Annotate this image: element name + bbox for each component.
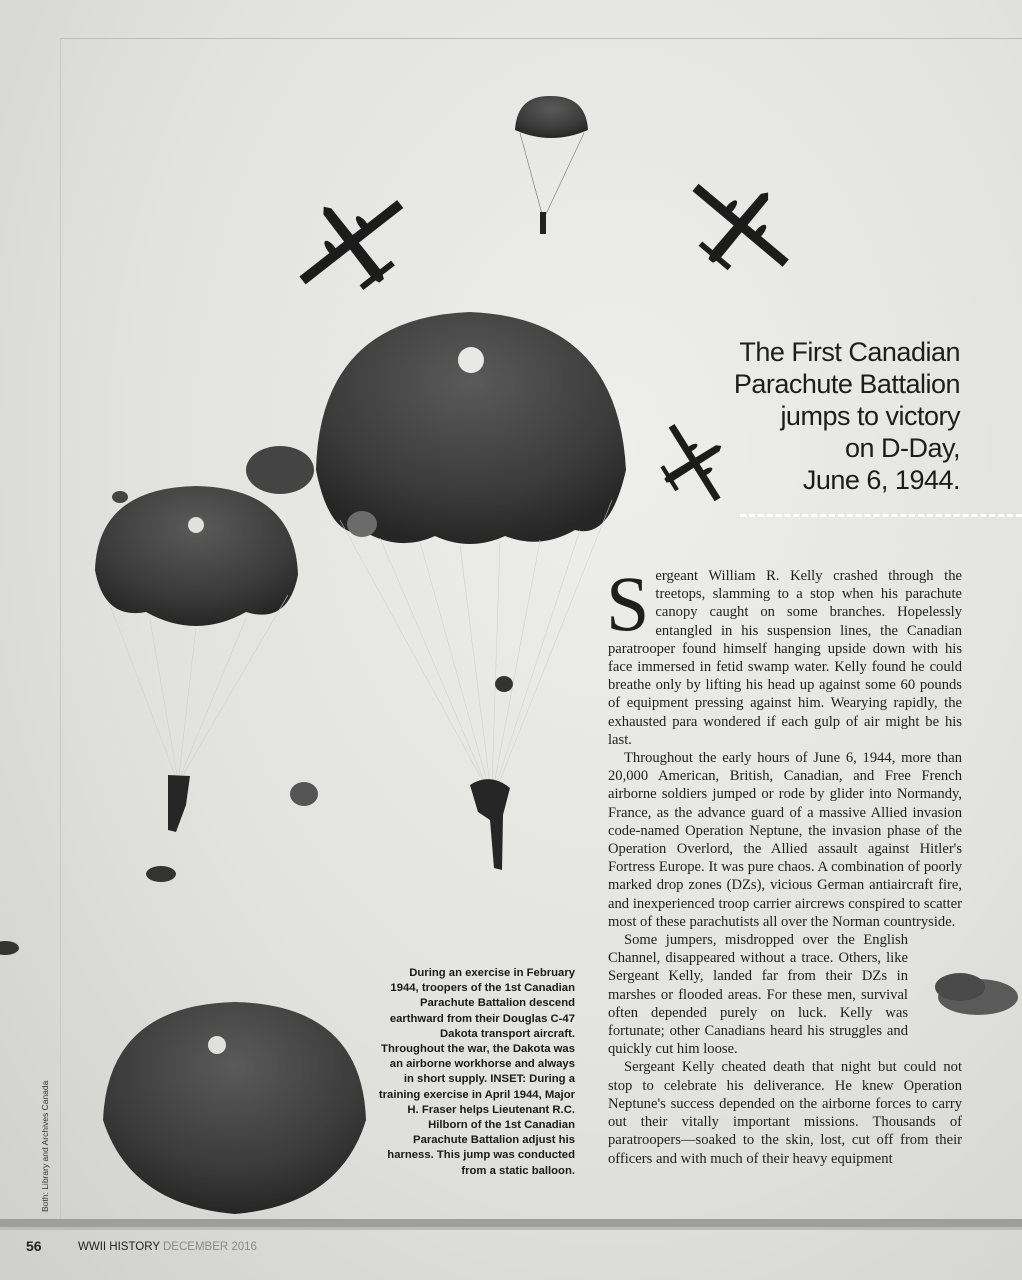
headline-line-5: June 6, 1944. xyxy=(802,465,960,495)
headline-line-1: The First Canadian xyxy=(739,337,960,367)
article-paragraph-1: Sergeant William R. Kelly crashed through the treetops, slamming to a stop when his parachute canopy caught on some branches. Hopelessly entangled in his suspension lines, the Canadian paratrooper found himself hanging upside down with his face immersed in fetid swamp water. Kelly found he could breathe only by lifting his head up against some 60 pounds of equipment pressing against him. Wearying rapidly, the exhausted para wondered if each gulp of air might be his last. xyxy=(606,560,962,748)
photo-caption: During an exercise in February 1944, troopers of the 1st Canadian Parachute Battalion descend earthward from their Douglas C-47 Dakota transport aircraft. Throughout the war, the Dakota was an airborne workhorse and always in short supply. INSET: During a training exercise in April 1944, Major H. Fraser helps Lieutenant R.C. Hilborn of the 1st Canadian Parachute Battalion adjust his harness. This jump was conducted from a static balloon. xyxy=(378,967,575,1177)
page-number: 56 xyxy=(26,1238,42,1254)
article-paragraph-3: Some jumpers, misdropped over the English Channel, disappeared without a trace. Others, like Sergeant Kelly, landed far from their DZs in marshes or flooded areas. For these men, survival often depended purely on luck. Kelly was fortunate; other Canadians heard his struggles and quickly cut him loose. xyxy=(608,932,908,1058)
photo-credit: Both: Library and Archives Canada xyxy=(40,1080,50,1212)
drop-cap: S xyxy=(606,560,650,647)
article-paragraph-4: Sergeant Kelly cheated death that night but could not stop to celebrate his deliverance. He knew Operation Neptune's success depended on the airborne forces to carry out their vitally important missions. Thousands of paratroopers—soaked to the skin, lost, cut off from their officers and with much of their heavy equipment xyxy=(608,1059,962,1167)
dashed-divider xyxy=(740,514,1022,517)
headline-line-3: jumps to victory xyxy=(780,401,960,431)
footer-band xyxy=(0,1219,1022,1227)
headline-line-4: on D-Day, xyxy=(844,433,960,463)
small-parachute-top xyxy=(515,96,588,234)
headline xyxy=(660,336,960,496)
c47-plane-right xyxy=(666,155,814,299)
parachute-bottom xyxy=(103,1002,366,1214)
article-paragraph-2: Throughout the early hours of June 6, 1944, more than 20,000 American, British, Canadian, and Free French airborne soldiers jumped or rode by glider into Normandy, France, as the advance guard of a massive Allied invasion code-named Operation Neptune, the invasion phase of the Operation Overlord, the Allied assault against Hitler's Fortress Europe. It was pure chaos. A combination of poorly marked drop zones (DZs), vicious German antiaircraft fire, and inexperienced troop carrier aircrews conspired to scatter most of these parachutists all over the Norman countryside. xyxy=(608,750,962,930)
c47-plane-left xyxy=(275,169,431,319)
issue-date: DECEMBER 2016 xyxy=(163,1241,257,1253)
parachute-left xyxy=(95,486,298,832)
article-body xyxy=(606,560,962,1168)
large-parachute-center xyxy=(316,312,626,870)
headline-line-2: Parachute Battalion xyxy=(733,369,960,399)
distant-canopy-1 xyxy=(246,446,314,494)
magazine-name: WWII HISTORY DECEMBER 2016 xyxy=(78,1241,257,1253)
